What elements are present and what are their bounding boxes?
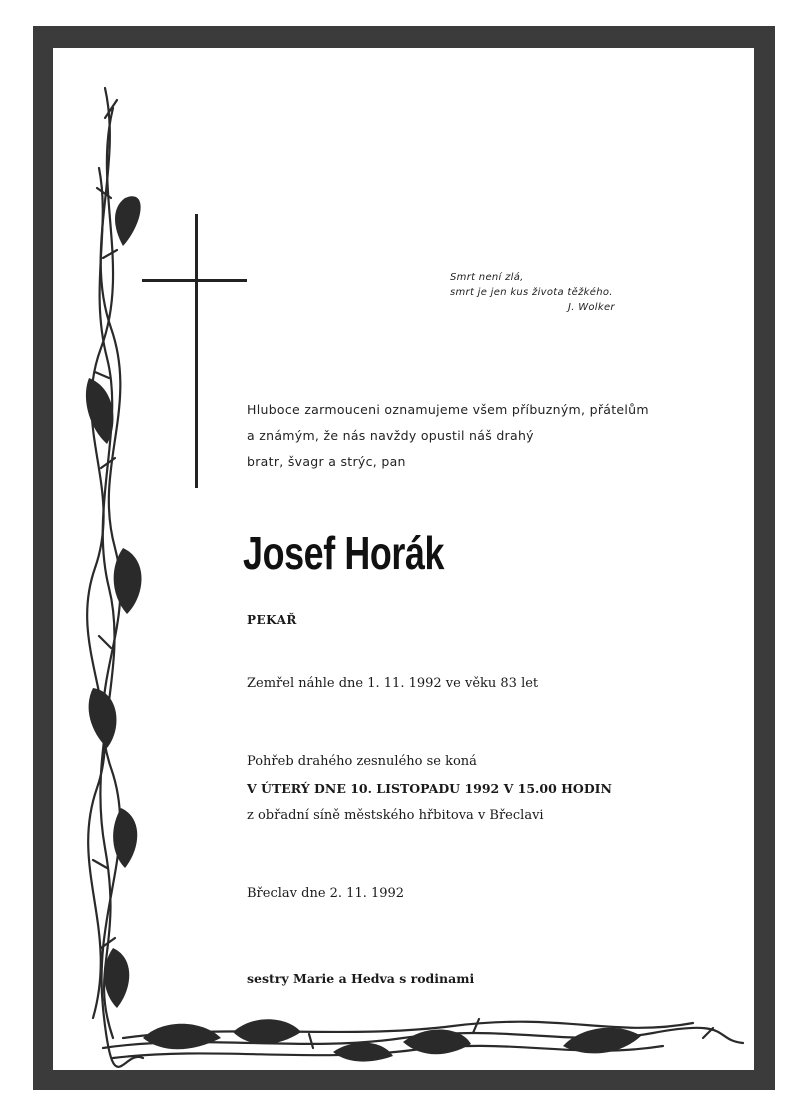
death-notice: Zemřel náhle dne 1. 11. 1992 ve věku 83 let [247, 676, 539, 691]
motto-author: J. Wolker [568, 302, 615, 313]
notice-paper [53, 48, 754, 1070]
intro-line-3: bratr, švagr a strýc, pan [247, 454, 406, 469]
intro-text [247, 397, 649, 475]
funeral-location: z obřadní síně městského hřbitova v Břeclavi [247, 808, 544, 823]
deceased-profession: PEKAŘ [247, 613, 297, 627]
cross-icon [195, 214, 198, 488]
motto-quote [450, 270, 615, 315]
funeral-info [247, 748, 612, 829]
funeral-line-1: Pohřeb drahého zesnulého se koná [247, 754, 477, 769]
deceased-name: Josef Horák [243, 527, 445, 579]
cross-icon-bar [142, 279, 247, 282]
funeral-date-time: V ÚTERÝ DNE 10. LISTOPADU 1992 V 15.00 HODIN [247, 781, 612, 796]
mourners-signature: sestry Marie a Hedva s rodinami [247, 971, 475, 986]
intro-line-2: a známým, že nás navždy opustil náš drahý [247, 428, 534, 443]
place-and-date: Břeclav dne 2. 11. 1992 [247, 886, 405, 901]
mourning-frame [33, 26, 775, 1090]
intro-line-1: Hluboce zarmouceni oznamujeme všem příbuzným, přátelům [247, 402, 649, 417]
motto-line-1: Smrt není zlá, [450, 272, 524, 283]
motto-line-2: smrt je jen kus života těžkého. [450, 287, 613, 298]
